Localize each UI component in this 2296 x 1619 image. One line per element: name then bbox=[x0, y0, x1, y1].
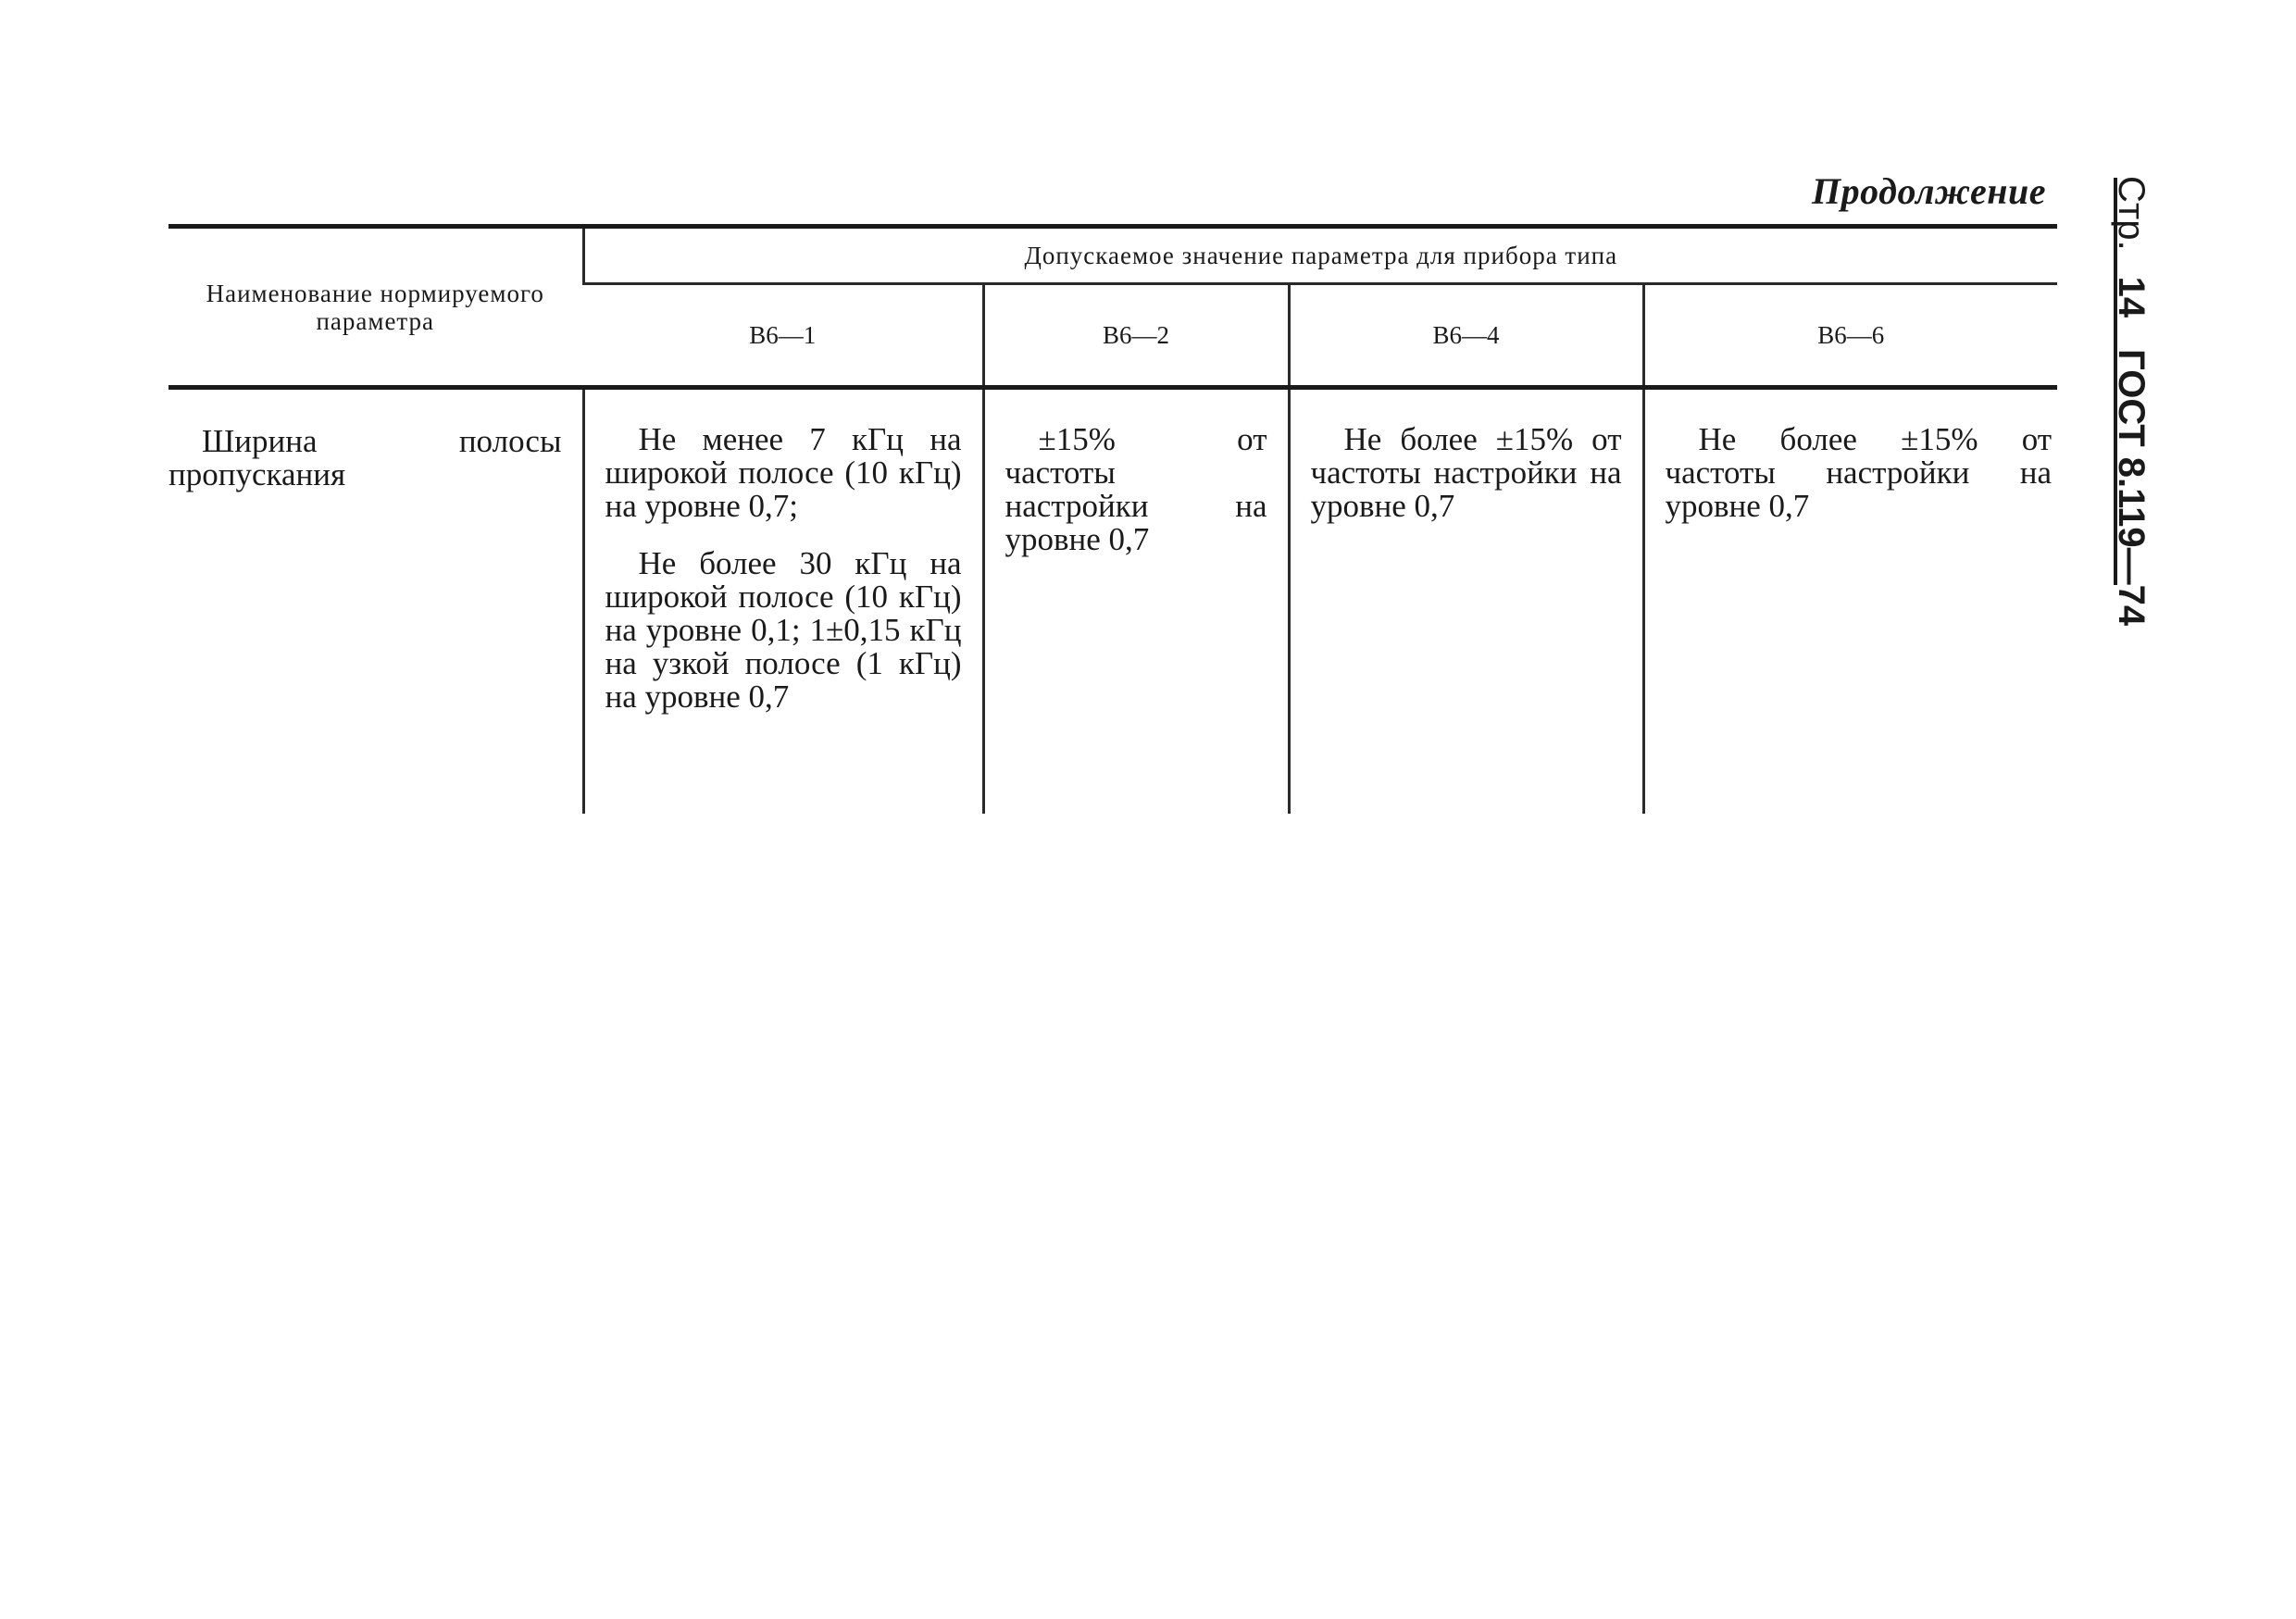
value-text: Не менее 7 кГц на широкой полосе (10 кГц) на уровне 0,7; bbox=[605, 421, 962, 524]
value-cell bbox=[583, 388, 983, 815]
table-row bbox=[168, 388, 2057, 815]
standard-designation: ГОСТ 8.119—74 bbox=[2111, 349, 2152, 627]
page-label: Стр. bbox=[2111, 176, 2152, 251]
param-name-header: Наименование нормируемого параметра bbox=[168, 227, 583, 388]
value-cell bbox=[1643, 388, 2057, 815]
device-type-header: В6—1 bbox=[749, 320, 817, 349]
device-type-header: В6—4 bbox=[1289, 284, 1643, 388]
value-text: Не более ±15% от частоты настройки на уровне 0,7 bbox=[1665, 421, 2053, 524]
value-cell bbox=[1289, 388, 1643, 815]
page-number: 14 bbox=[2111, 276, 2152, 318]
allowed-value-header: Допускаемое значение параметра для прибора типа bbox=[583, 227, 2057, 284]
device-type-header: В6—6 bbox=[1643, 284, 2057, 388]
parameters-table bbox=[168, 224, 2057, 814]
continuation-label: Продолжение bbox=[1812, 170, 2046, 212]
param-name: Ширина полосы пропускания bbox=[168, 423, 562, 492]
page-side-caption bbox=[2103, 176, 2159, 639]
value-text: Не более 30 кГц на широкой полосе (10 кГц) на уровне 0,1; 1±0,15 кГц на узкой полосе (1 кГц) на уровне 0,7 bbox=[605, 545, 962, 715]
value-cell bbox=[983, 388, 1289, 815]
param-name-cell bbox=[168, 388, 583, 815]
device-type-header: В6—2 bbox=[983, 284, 1289, 388]
value-text: ±15% от частоты настройки на уровне 0,7 bbox=[1004, 421, 1267, 557]
parameters-table-container bbox=[168, 224, 2057, 789]
value-text: Не более ±15% от частоты настройки на уровне 0,7 bbox=[1310, 421, 1622, 524]
